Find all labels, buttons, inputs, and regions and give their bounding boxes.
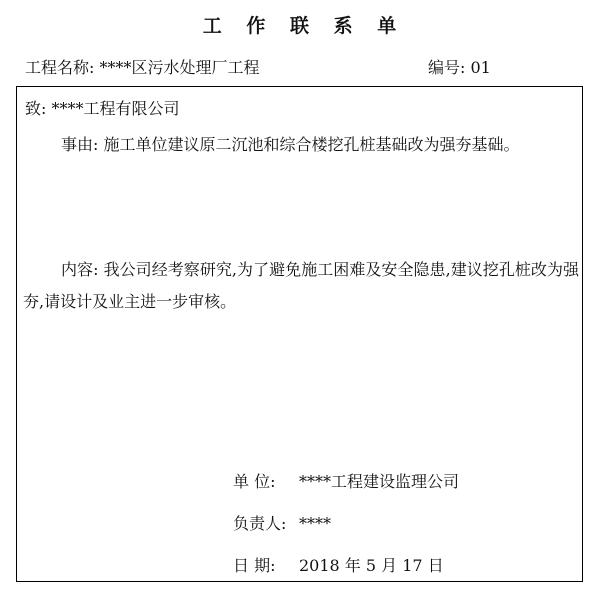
date-label: 日 期: (233, 556, 276, 575)
person-label: 负责人: (233, 514, 287, 533)
document-title: 工 作 联 系 单 (202, 15, 406, 37)
subject-paragraph: 事由: 施工单位建议原二沉池和综合楼挖孔桩基础改为强夯基础。 (61, 135, 520, 154)
unit-label: 单 位: (233, 472, 276, 491)
document-number: 编号: 01 (428, 58, 491, 77)
recipient: 致: ****工程有限公司 (25, 99, 180, 118)
signature-unit (233, 469, 459, 492)
person-value: **** (299, 514, 331, 533)
signature-date (233, 553, 444, 576)
unit-value: ****工程建设监理公司 (299, 472, 460, 491)
content-paragraph: 内容: 我公司经考察研究,为了避免施工困难及安全隐患,建议挖孔桩改为强夯,请设计及业主进一步审核。 (23, 260, 579, 311)
project-name: 工程名称: ****区污水处理厂工程 (25, 58, 260, 77)
signature-person (233, 511, 331, 534)
date-value: 2018 年 5 月 17 日 (299, 556, 444, 575)
letter-box (16, 86, 583, 582)
